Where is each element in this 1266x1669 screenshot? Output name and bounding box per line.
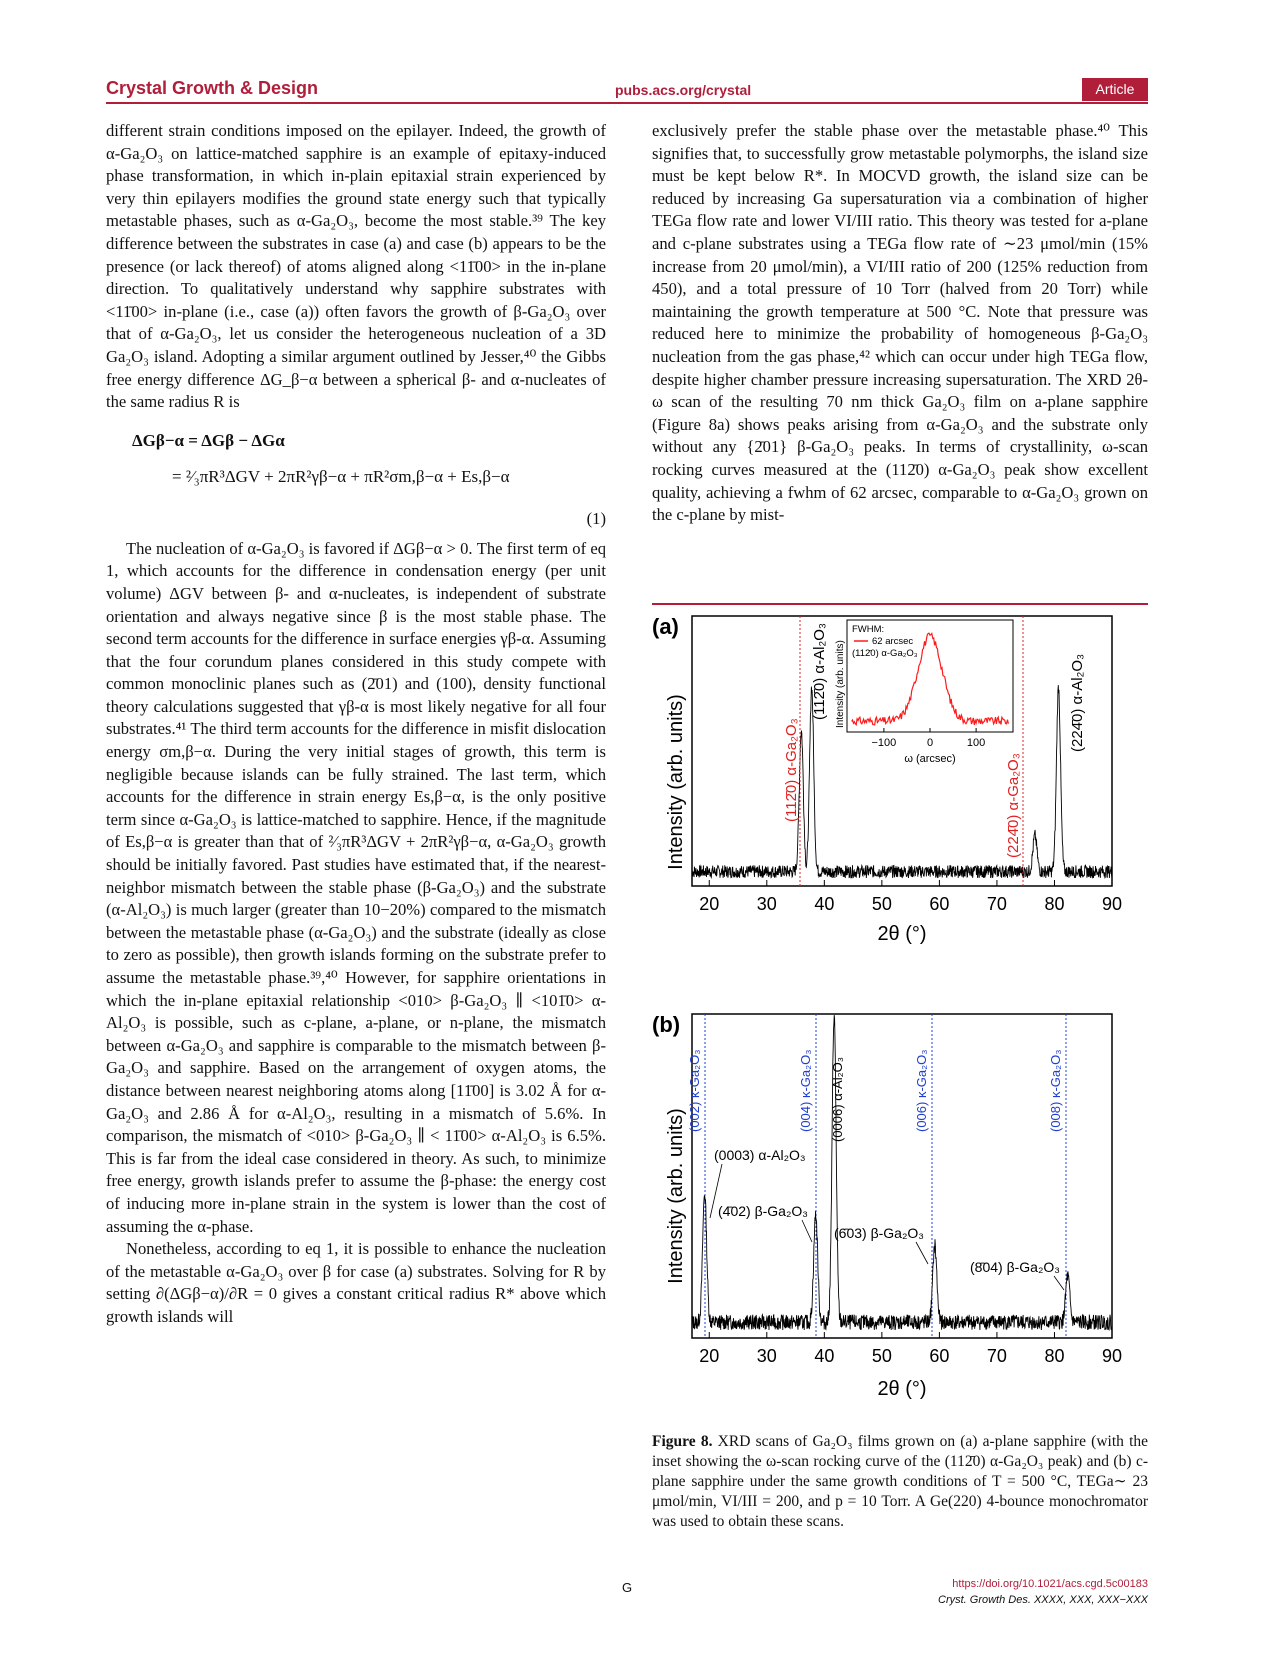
- kappa-label-006: (006) κ-Ga₂O₃: [914, 1049, 929, 1132]
- peak-label-ga1120: (112̄0) α-Ga₂O₃: [783, 718, 800, 822]
- annotation-402: (4̄02) β-Ga₂O₃: [718, 1203, 808, 1219]
- figure-8b-chart: [652, 1010, 1148, 1410]
- panel-b-label: (b): [652, 1012, 681, 1037]
- annotation-603: (6̄03) β-Ga₂O₃: [834, 1225, 924, 1241]
- xtick-label: 30: [756, 1346, 777, 1366]
- caption-text: XRD scans of Ga₂O₃ films grown on (a) a-plane sapphire (with the inset showing the ω-scan rocking curve of the (112̄0) α-Ga₂O₃ peak) and (b) c-plane sapphire under the same growth conditions of T = 500 °C, TEGa∼ 23 μmol/min, VI/III = 200, and p = 10 Torr. A Ge(220) 4-bounce monochromator was used to obtain these scans.: [652, 1433, 1149, 1530]
- panel-b-ylabel: Intensity (arb. units): [665, 1108, 687, 1284]
- xtick-label: 50: [871, 894, 892, 914]
- xtick-label: 20: [699, 1346, 720, 1366]
- panel-a-xticks: [699, 880, 1122, 914]
- inset-legend-title: FWHM:: [852, 624, 885, 635]
- doi-link[interactable]: https://doi.org/10.1021/acs.cgd.5c00183: [952, 1578, 1148, 1590]
- panel-a-label: (a): [652, 614, 679, 639]
- xtick-label: 40: [814, 894, 835, 914]
- xtick-label: 70: [986, 894, 1007, 914]
- arrow-603: [916, 1242, 928, 1264]
- xtick-label: 90: [1101, 1346, 1123, 1366]
- xtick-label: 60: [929, 1346, 950, 1366]
- peak-label-al1120: (112̄0) α-Al₂O₃: [811, 622, 828, 720]
- xtick-label: 60: [929, 894, 950, 914]
- figure-caption: [652, 1432, 1148, 1532]
- annotation-0003: (0003) α-Al₂O₃: [714, 1147, 806, 1163]
- inset-xtick-label: 0: [926, 737, 934, 749]
- inset-legend-series: (112̄0) α-Ga₂O₃: [852, 648, 918, 659]
- xtick-label: 90: [1101, 894, 1123, 914]
- equation-line-1: ΔGβ−α = ΔGβ − ΔGα: [132, 430, 285, 450]
- annotation-804: (8̄04) β-Ga₂O₃: [970, 1259, 1060, 1275]
- header-rule: [106, 102, 1148, 104]
- figure-rule: [652, 603, 1148, 605]
- xtick-label: 50: [871, 1346, 892, 1366]
- panel-b-xticks: [699, 1332, 1122, 1366]
- article-badge: Article: [1082, 78, 1148, 101]
- equation-line-2: = ²⁄₃πR³ΔGV + 2πR²γβ−α + πR²σm,β−α + Es,β−α: [172, 466, 510, 486]
- left-paragraph-1: different strain conditions imposed on the epilayer. Indeed, the growth of α-Ga₂O₃ on lattice-matched sapphire is an example of epitaxy-induced phase transformation, in which in-plain epitaxial strain experienced by very thin epilayers modifies the ground state energy such that typically metastable phases, such as α-Ga₂O₃, become the most stable.³⁹ The key difference between the substrates in case (a) and case (b) appears to be the presence (or lack thereof) of atoms aligned along <11̄00> in the in-plane direction. To qualitatively understand why sapphire substrates with <11̄00> in-plane (i.e., case (a)) often favors the growth of β-Ga₂O₃ over that of α-Ga₂O₃, let us consider the heterogeneous nucleation of a 3D Ga₂O₃ island. Adopting a similar argument outlined by Jesser,⁴⁰ the Gibbs free energy difference ΔG_β−α between a spherical β- and α-nucleates of the same radius R is: [106, 121, 606, 412]
- peak-label-ga2240: (224̄0) α-Ga₂O₃: [1005, 753, 1022, 858]
- left-paragraph-2: The nucleation of α-Ga₂O₃ is favored if ΔGβ−α > 0. The first term of eq 1, which accounts for the difference in condensation energy (per unit volume) ΔGV between β- and α-nucleates, is independent of substrate orientation and always negative since β is the most stable phase. The second term accounts for the difference in surface energies γβ-α. Assuming that the four corundum planes considered in this study compete with common monoclinic planes such as (2̄01) and (100), density functional theory calculations suggested that γβ-α is most likely negative for all four substrates.⁴¹ The third term accounts for the difference in misfit dislocation energy σm,β−α. During the very initial stages of growth, this term is negligible because islands can be fully strained. The last term, which accounts for the difference in strain energy Es,β−α, is the only positive term since α-Ga₂O₃ is lattice-matched to sapphire. Hence, if the magnitude of Es,β−α is greater than that of ²⁄₃πR³ΔGV + 2πR²γβ−α, α-Ga₂O₃ growth should be initially favored. Past studies have estimated that, if the nearest-neighbor mismatch between the stable phase (β-Ga₂O₃) and the substrate (α-Al₂O₃) is much larger (greater than 10−20%) compared to the mismatch between the metastable phase (α-Ga₂O₃) and the substrate (ideally as close to zero as possible), then growth islands forming on the substrate prefer to assume the metastable phase.³⁹,⁴⁰ However, for sapphire orientations in which the in-plane epitaxial relationship <010> β-Ga₂O₃ ∥ <101̄0> α-Al₂O₃ is possible, such as c-plane, a-plane, or n-plane, the mismatch between α-Ga₂O₃ and sapphire is comparable to the mismatch between β-Ga₂O₃ and sapphire. Based on the arrangement of oxygen atoms, the distance between nearest neighboring atoms along [11̄00] is 3.02 Å for α-Ga₂O₃ and 2.86 Å for α-Al₂O₃, resulting in a mismatch of 5.6%. In comparison, the mismatch of <010> β-Ga₂O₃ ∥ < 11̄00> α-Al₂O₃ is 6.5%. This is far from the ideal case considered in theory. As such, to minimize free energy, growth islands prefer to assume the β-phase: the energy cost of inducing more in-plane strain in the system is lower than the cost of assuming the α-phase.: [106, 538, 606, 1236]
- panel-a-xlabel: 2θ (°): [877, 923, 927, 945]
- panel-a-ylabel: Intensity (arb. units): [665, 694, 687, 870]
- right-column: [652, 120, 1148, 527]
- right-paragraph-1: exclusively prefer the stable phase over the metastable phase.⁴⁰ This signifies that, to successfully grow metastable polymorphs, the island size must be kept below R*. In MOCVD growth, the island size can be reduced by increasing Ga supersaturation via a combination of higher TEGa flow rate and lower VI/III ratio. This theory was tested for a-plane and c-plane substrates using a TEGa flow rate of ∼23 μmol/min (15% increase from 20 μmol/min), a VI/III ratio of 200 (125% reduction from 450), and a total pressure of 10 Torr (halved from 20 Torr) while maintaining the growth temperature at 500 °C. Note that pressure was reduced here to minimize the probability of homogeneous β-Ga₂O₃ nucleation from the gas phase,⁴² which can occur under high TEGa flow, despite higher chamber pressure increasing supersaturation. The XRD 2θ-ω scan of the resulting 70 nm thick Ga₂O₃ film on a-plane sapphire (Figure 8a) shows peaks arising from α-Ga₂O₃ and the substrate only without any {2̄01} β-Ga₂O₃ peaks. In terms of crystallinity, ω-scan rocking curves measured at the (112̄0) α-Ga₂O₃ peak show excellent quality, achieving a fwhm of 62 arcsec, comparable to α-Ga₂O₃ grown on the c-plane by mist-: [652, 121, 1148, 525]
- xtick-label: 80: [1044, 1346, 1065, 1366]
- substrate-label-0006: (0006) α-Al₂O₃: [830, 1056, 845, 1142]
- arrow-804: [1054, 1276, 1064, 1290]
- citation-line: Cryst. Growth Des. XXXX, XXX, XXX−XXX: [938, 1594, 1148, 1606]
- equation-number: (1): [586, 508, 606, 528]
- left-paragraph-3: Nonetheless, according to eq 1, it is possible to enhance the nucleation of the metastable α-Ga₂O₃ over β for case (a) substrates. Solving for R by setting ∂(ΔGβ−α)/∂R = 0 gives a constant critical radius R* above which growth islands will: [106, 1239, 606, 1326]
- xtick-label: 70: [986, 1346, 1007, 1366]
- peak-label-al2240: (224̄0) α-Al₂O₃: [1069, 653, 1086, 752]
- journal-url[interactable]: pubs.acs.org/crystal: [615, 82, 752, 98]
- kappa-label-004: (004) κ-Ga₂O₃: [798, 1049, 813, 1132]
- xtick-label: 30: [756, 894, 777, 914]
- equation-1: [106, 424, 606, 536]
- inset-legend-value: 62 arcsec: [872, 636, 914, 647]
- left-column: [106, 120, 606, 1329]
- inset-xtick-label: −100: [871, 737, 897, 749]
- journal-title: Crystal Growth & Design: [106, 78, 319, 98]
- kappa-label-002: (002) κ-Ga₂O₃: [687, 1049, 702, 1132]
- rocking-curve-inset: [835, 620, 1013, 765]
- kappa-label-008: (008) κ-Ga₂O₃: [1048, 1049, 1063, 1132]
- caption-label: Figure 8.: [652, 1433, 713, 1450]
- inset-ylabel: Intensity (arb. units): [835, 640, 846, 728]
- figure-8a-chart: [652, 610, 1148, 970]
- xtick-label: 40: [814, 1346, 835, 1366]
- arrow-402: [802, 1220, 812, 1242]
- inset-xlabel: ω (arcsec): [904, 753, 956, 765]
- xtick-label: 80: [1044, 894, 1065, 914]
- xtick-label: 20: [699, 894, 720, 914]
- inset-xtick-label: 100: [966, 737, 986, 749]
- panel-b-xlabel: 2θ (°): [877, 1378, 927, 1400]
- page-number: G: [622, 1580, 633, 1595]
